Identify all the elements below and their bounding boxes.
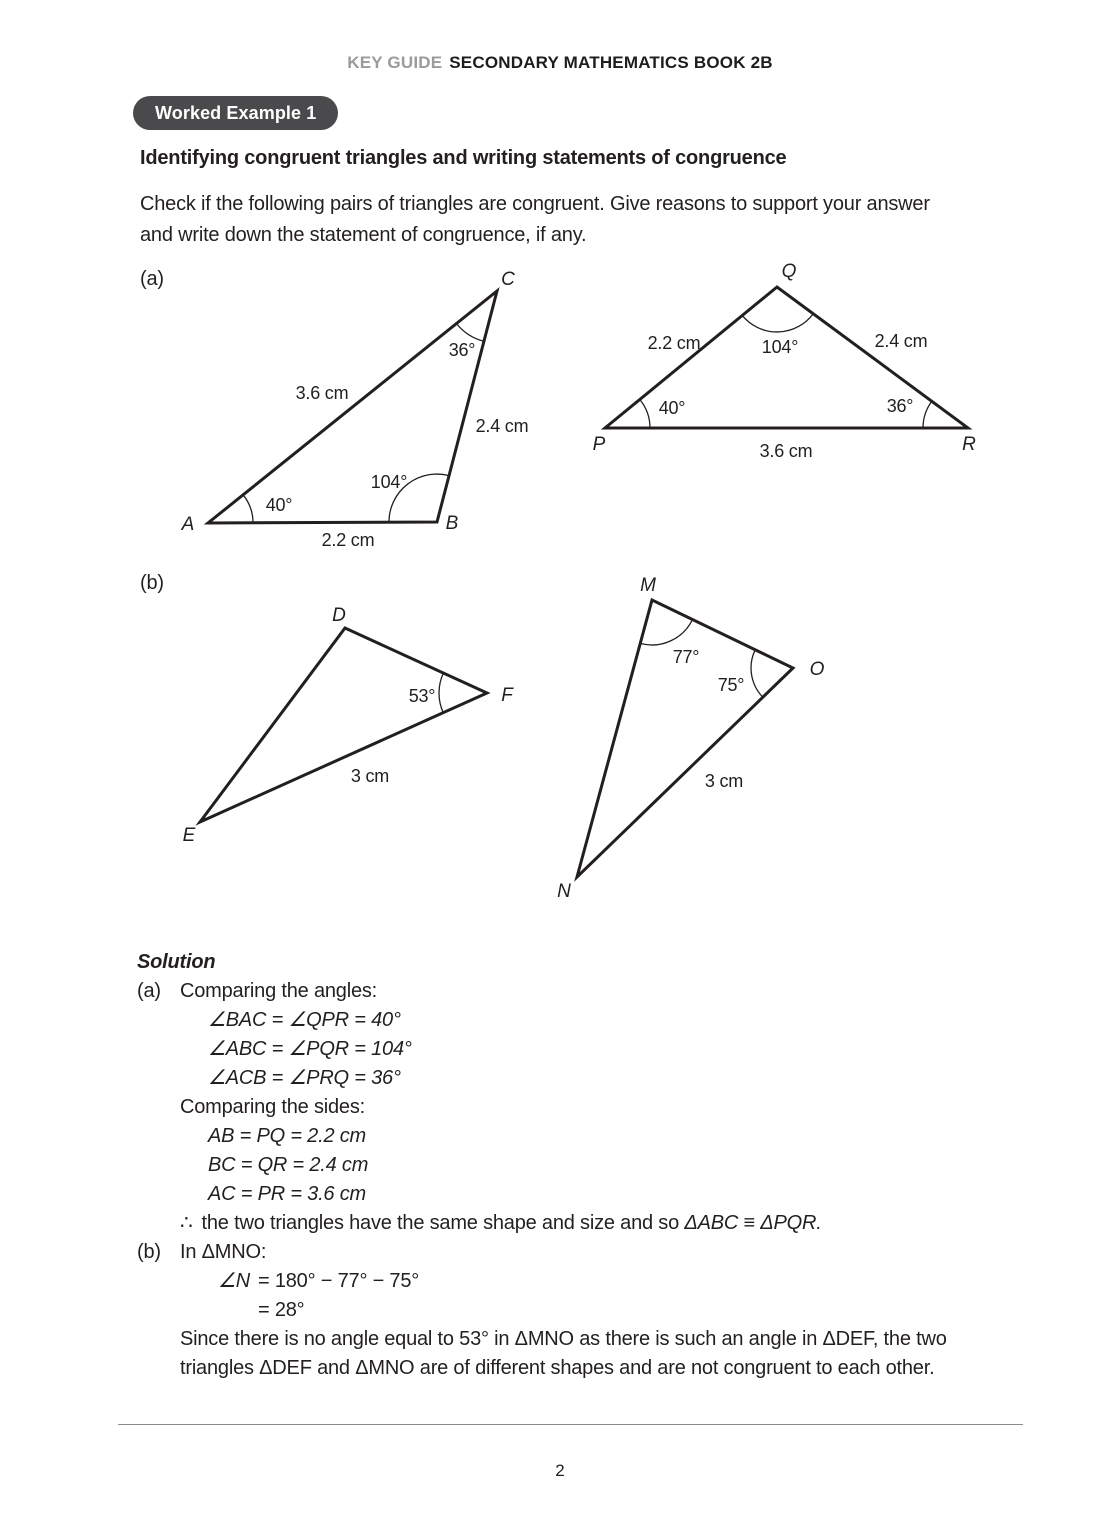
angle-n-equation-line-2 xyxy=(137,1296,1067,1325)
triangle-def-outline xyxy=(200,628,487,822)
worked-example-badge: Worked Example 1 xyxy=(133,96,338,130)
side-equation-1: AB = PQ = 2.2 cm xyxy=(208,1125,366,1147)
solution-section xyxy=(137,948,1067,1383)
series-label: KEY GUIDE xyxy=(347,53,443,72)
therefore-symbol: ∴ xyxy=(180,1212,193,1234)
side-label-bc: 2.4 cm xyxy=(475,416,529,436)
angle-n-rhs-2: = 28° xyxy=(258,1299,305,1321)
side-label-ef: 3 cm xyxy=(350,766,390,786)
vertex-label-c: C xyxy=(501,269,515,290)
angle-n-equation-line-1 xyxy=(137,1267,1067,1296)
example-heading: Identifying congruent triangles and writing statements of congruence xyxy=(140,147,787,169)
side-label-pq: 2.2 cm xyxy=(647,333,701,353)
angle-equation-1: ∠BAC = ∠QPR = 40° xyxy=(208,1009,401,1031)
vertex-label-d: D xyxy=(332,605,346,626)
angle-arc-p xyxy=(640,400,650,429)
part-b-marker: (b) xyxy=(137,1241,161,1263)
part-a-marker: (a) xyxy=(137,980,161,1002)
vertex-label-r: R xyxy=(962,434,976,455)
vertex-label-q: Q xyxy=(781,261,797,282)
angle-equation-2: ∠ABC = ∠PQR = 104° xyxy=(208,1038,412,1060)
vertex-label-p: P xyxy=(592,434,606,455)
vertex-label-e: E xyxy=(182,825,196,846)
angle-label-c: 36° xyxy=(448,340,476,360)
angle-n-lhs-spacer xyxy=(218,1296,258,1325)
angle-arc-f xyxy=(439,673,443,713)
solution-part-b-intro xyxy=(137,1238,1067,1267)
vertex-label-m: M xyxy=(640,575,656,596)
compare-sides-label: Comparing the sides: xyxy=(180,1096,365,1118)
congruence-statement: ΔABC ≡ ΔPQR. xyxy=(684,1212,822,1234)
angle-label-a: 40° xyxy=(265,495,293,515)
vertex-label-b: B xyxy=(445,513,459,534)
triangle-abc-outline xyxy=(208,291,497,523)
part-a-conclusion-text: the two triangles have the same shape and size and so xyxy=(201,1212,685,1234)
side-label-no: 3 cm xyxy=(704,771,744,791)
prompt-line-1: Check if the following pairs of triangles are congruent. Give reasons to support your answer xyxy=(140,193,930,215)
angle-arc-o xyxy=(751,650,763,697)
angle-label-q: 104° xyxy=(761,337,799,357)
angle-arc-r xyxy=(923,401,932,428)
side-equation-3: AC = PR = 3.6 cm xyxy=(208,1183,366,1205)
part-b-conclusion-line-2: triangles ΔDEF and ΔMNO are of different shapes and are not congruent to each other. xyxy=(180,1357,935,1379)
triangle-mno-outline xyxy=(577,600,793,877)
vertex-label-f: F xyxy=(501,685,513,706)
angle-label-p: 40° xyxy=(658,398,686,418)
figure-part-a-label: (a) xyxy=(140,268,164,290)
solution-heading: Solution xyxy=(137,951,216,973)
angle-label-f: 53° xyxy=(408,686,436,706)
side-label-pr: 3.6 cm xyxy=(759,441,813,461)
side-label-ab: 2.2 cm xyxy=(321,530,375,550)
vertex-label-o: O xyxy=(809,659,825,680)
figure-part-b-label: (b) xyxy=(140,572,164,594)
angle-label-m: 77° xyxy=(672,647,700,667)
footer-divider xyxy=(118,1424,1023,1425)
side-label-qr: 2.4 cm xyxy=(874,331,928,351)
angle-label-b: 104° xyxy=(370,472,408,492)
side-label-ac: 3.6 cm xyxy=(295,383,349,403)
angle-n-lhs: ∠N xyxy=(218,1270,250,1292)
angle-label-o: 75° xyxy=(717,675,745,695)
angle-n-rhs-1: = 180° − 77° − 75° xyxy=(258,1270,420,1292)
angle-arc-q xyxy=(742,314,813,332)
side-equation-2: BC = QR = 2.4 cm xyxy=(208,1154,369,1176)
prompt-line-2: and write down the statement of congruence, if any. xyxy=(140,224,587,246)
part-b-intro-text: In ΔMNO: xyxy=(180,1241,267,1263)
angle-label-r: 36° xyxy=(886,396,914,416)
solution-part-a-intro xyxy=(137,977,1067,1006)
part-a-conclusion xyxy=(137,1209,1067,1238)
part-b-conclusion-line-1: Since there is no angle equal to 53° in ΔMNO as there is such an angle in ΔDEF, the two xyxy=(180,1328,947,1350)
vertex-label-n: N xyxy=(557,881,571,902)
angle-arc-c xyxy=(457,324,484,342)
angle-arc-a xyxy=(243,495,253,523)
compare-angles-label: Comparing the angles: xyxy=(180,980,378,1002)
book-title: SECONDARY MATHEMATICS BOOK 2B xyxy=(449,53,773,72)
angle-equation-3: ∠ACB = ∠PRQ = 36° xyxy=(208,1067,401,1089)
angle-arc-m xyxy=(640,620,692,645)
page-number: 2 xyxy=(555,1461,565,1480)
vertex-label-a: A xyxy=(181,514,195,535)
